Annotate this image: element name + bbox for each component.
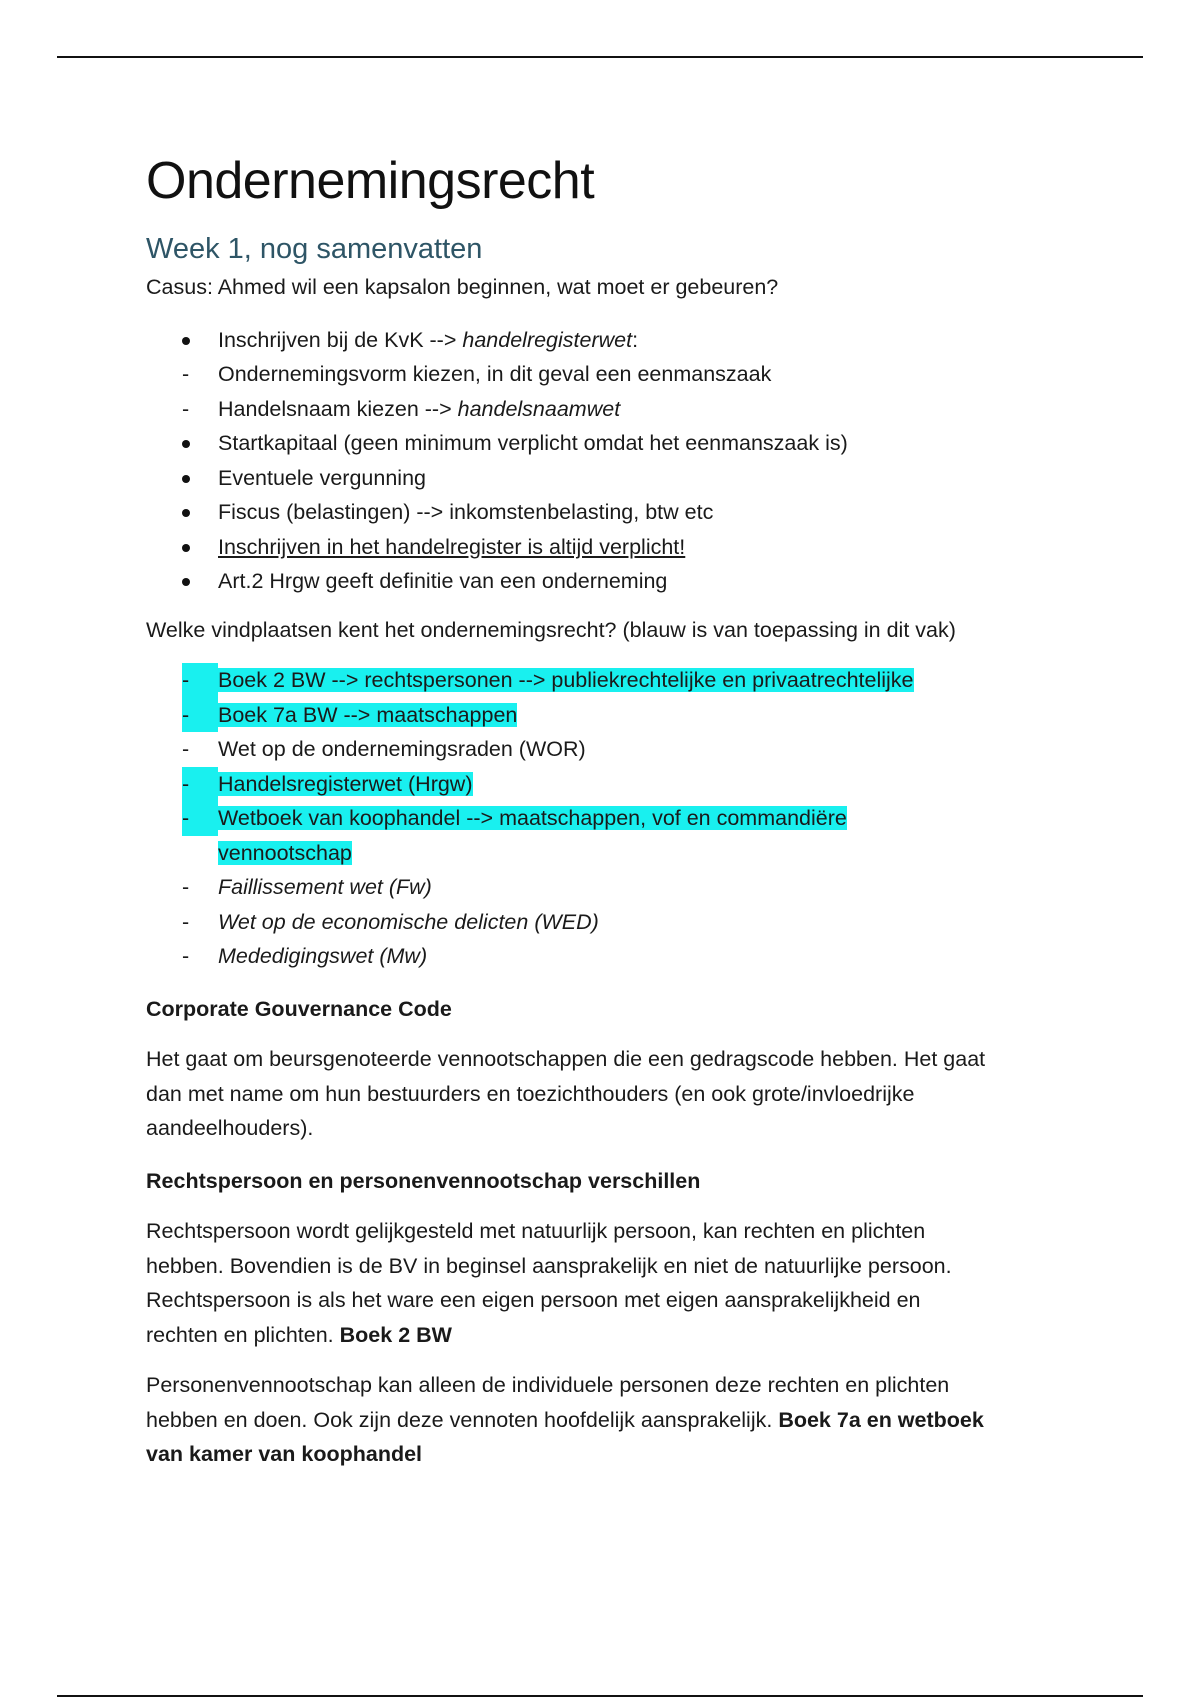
rp-line-text: hebben en doen. Ook zijn deze vennoten hoofdelijk aansprakelijk. [146,1407,779,1432]
rp-line: Rechtspersoon wordt gelijkgesteld met natuurlijk persoon, kan rechten en plichten [146,1219,926,1243]
list-item [146,461,1076,496]
source-text: Boek 2 BW --> rechtspersonen --> publiekrechtelijke en privaatrechtelijke [218,668,914,692]
cgc-heading: Corporate Gouvernance Code [146,996,452,1021]
bottom-rule [57,1695,1143,1697]
item-text: Eventuele vergunning [218,465,426,490]
list-item [146,530,1076,565]
list-item [146,357,1076,392]
source-item [146,939,1076,974]
source-text: Handelsregisterwet (Hrgw) [218,771,473,796]
source-item [146,698,1076,733]
dash-icon [182,698,218,733]
list-item [146,392,1076,427]
source-text-continued: vennootschap [218,840,352,865]
rp-paragraph-1 [146,1214,1076,1352]
source-item [146,663,1076,698]
page-title: Ondernemingsrecht [146,152,595,210]
question-text: Welke vindplaatsen kent het ondernemingsrecht? (blauw is van toepassing in dit vak) [146,617,956,642]
casus-text: Casus: Ahmed wil een kapsalon beginnen, wat moet er gebeuren? [146,275,779,299]
rp-heading: Rechtspersoon en personenvennootschap verschillen [146,1168,701,1193]
cgc-line: Het gaat om beursgenoteerde vennootschappen die een gedragscode hebben. Het gaat [146,1047,986,1071]
section-subtitle: Week 1, nog samenvatten [146,233,483,265]
item-law: handelregisterwet [462,327,633,352]
item-text: Ondernemingsvorm kiezen, in dit geval een eenmanszaak [218,362,772,386]
rp-line-text: rechten en plichten. [146,1322,340,1347]
dash-icon [182,801,218,836]
cgc-paragraph [146,1042,1076,1146]
item-law: handelsnaamwet [457,396,621,421]
source-item [146,767,1076,802]
steps-list [146,323,1076,599]
item-text-underlined: Inschrijven in het handelregister is altijd verplicht! [218,534,686,559]
rp-bold-ref: Boek 7a en wetboek [778,1407,984,1432]
item-text: Startkapitaal (geen minimum verplicht omdat het eenmanszaak is) [218,431,848,455]
cgc-line: aandeelhouders). [146,1116,314,1140]
rp-line: Personenvennootschap kan alleen de individuele personen deze rechten en plichten [146,1373,950,1397]
source-item [146,732,1076,767]
source-item [146,801,1076,870]
source-text: Wet op de ondernemingsraden (WOR) [218,737,586,761]
item-suffix: : [632,327,639,352]
item-text: Fiscus (belastingen) --> inkomstenbelasting, btw etc [218,500,714,524]
rp-line: Rechtspersoon is als het ware een eigen persoon met eigen aansprakelijkheid en [146,1288,921,1312]
source-text-italic: Mededigingswet (Mw) [218,944,428,968]
dash-icon [182,767,218,802]
top-rule [57,56,1143,58]
rp-bold-ref: van kamer van koophandel [146,1442,423,1466]
source-text-italic: Faillissement wet (Fw) [218,875,432,899]
rp-line: hebben. Bovendien is de BV in beginsel aansprakelijk en niet de natuurlijke persoon. [146,1253,952,1278]
source-item [146,905,1076,940]
dash-icon [182,663,218,698]
rp-paragraph-2 [146,1368,1076,1472]
rp-line [146,1403,1076,1438]
document-body [146,150,1076,1472]
item-text: Inschrijven bij de KvK --> [218,327,463,352]
list-item [146,564,1076,599]
source-text: Boek 7a BW --> maatschappen [218,702,518,727]
list-item [146,495,1076,530]
source-text-italic: Wet op de economische delicten (WED) [218,909,599,934]
source-text: Wetboek van koophandel --> maatschappen, vof en commandiëre [218,806,847,830]
cgc-line: dan met name om hun bestuurders en toezichthouders (en ook grote/invloedrijke [146,1081,915,1106]
list-item [146,323,1076,358]
item-text: Art.2 Hrgw geeft definitie van een onderneming [218,569,668,593]
sources-list [146,663,1076,974]
source-item [146,870,1076,905]
list-item [146,426,1076,461]
rp-line [146,1318,1076,1353]
item-text: Handelsnaam kiezen --> [218,396,458,421]
rp-bold-ref: Boek 2 BW [339,1322,452,1347]
